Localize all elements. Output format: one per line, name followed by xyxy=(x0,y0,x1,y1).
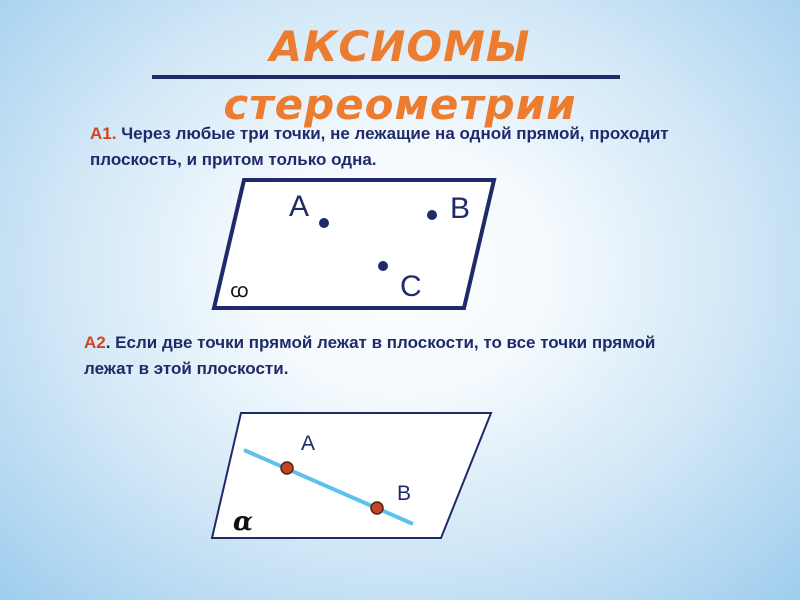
plane-2-label: α xyxy=(233,507,254,537)
point-b-dot xyxy=(427,210,437,220)
point-c-label: C xyxy=(400,270,422,303)
plane-2 xyxy=(212,413,491,538)
point-b-dot-2 xyxy=(371,502,383,514)
figure-2 xyxy=(212,413,491,538)
plane-1-label: ꭃ xyxy=(230,278,249,302)
point-a-label: A xyxy=(289,190,310,223)
point-b-label: B xyxy=(450,192,471,225)
axiom-2-label: А2 xyxy=(84,333,106,352)
point-a-dot xyxy=(319,218,329,228)
figure-1 xyxy=(214,180,494,308)
axiom-2-body: . Если две точки прямой лежат в плоскости, то все точки прямой лежат в этой плоскости. xyxy=(84,333,656,378)
point-b-label-2: B xyxy=(397,482,412,505)
point-c-dot xyxy=(378,261,388,271)
slide-title: АКСИОМЫ xyxy=(269,22,531,71)
point-a-label-2: A xyxy=(301,432,316,455)
point-a-dot-2 xyxy=(281,462,293,474)
slide-subtitle: стереометрии xyxy=(223,80,577,129)
axiom-1-body: Через любые три точки, не лежащие на одной прямой, проходит плоскость, и притом только одна. xyxy=(90,124,669,169)
axiom-1-label: А1. xyxy=(90,124,117,143)
